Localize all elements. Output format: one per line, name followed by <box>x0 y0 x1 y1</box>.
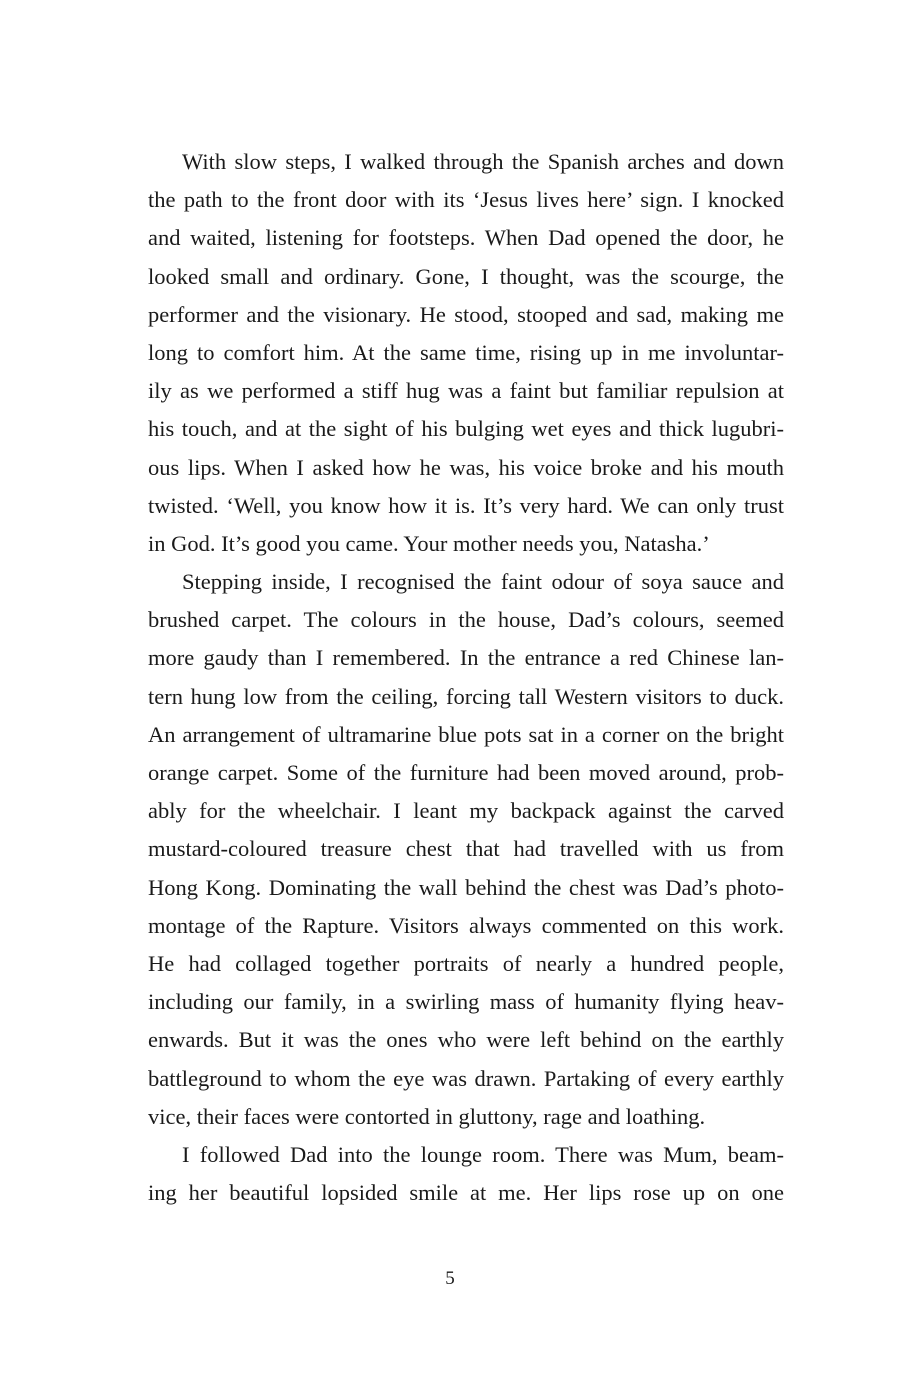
text-line: twisted. ‘Well, you know how it is. It’s very hard. We can only trust <box>148 492 784 518</box>
page-number: 5 <box>445 1268 455 1289</box>
text-line: including our family, in a swirling mass of humanity flying heav- <box>148 989 784 1015</box>
text-line: more gaudy than I remembered. In the entrance a red Chinese lan- <box>148 645 784 671</box>
text-line: An arrangement of ultramarine blue pots sat in a corner on the bright <box>148 721 784 747</box>
text-line: performer and the visionary. He stood, stooped and sad, making me <box>148 301 784 327</box>
paragraph-1 <box>148 143 784 563</box>
text-line: brushed carpet. The colours in the house, Dad’s colours, seemed <box>148 607 784 633</box>
text-line: looked small and ordinary. Gone, I thought, was the scourge, the <box>148 263 784 289</box>
text-line: vice, their faces were contorted in gluttony, rage and loathing. <box>148 1103 706 1129</box>
text-line: montage of the Rapture. Visitors always commented on this work. <box>148 912 784 938</box>
text-line: long to comfort him. At the same time, rising up in me involuntar- <box>148 339 784 365</box>
text-line: ing her beautiful lopsided smile at me. Her lips rose up on one <box>148 1180 784 1206</box>
paragraph-3 <box>148 1136 784 1212</box>
text-line: Stepping inside, I recognised the faint odour of soya sauce and <box>182 569 784 595</box>
text-line: in God. It’s good you came. Your mother needs you, Natasha.’ <box>148 530 710 556</box>
text-line: ily as we performed a stiff hug was a faint but familiar repulsion at <box>148 378 784 404</box>
text-line: the path to the front door with its ‘Jesus lives here’ sign. I knocked <box>148 187 784 213</box>
text-line: I followed Dad into the lounge room. There was Mum, beam- <box>182 1141 784 1167</box>
body-text <box>148 143 784 1212</box>
text-line: mustard-coloured treasure chest that had travelled with us from <box>148 836 784 862</box>
text-line: his touch, and at the sight of his bulging wet eyes and thick lugubri- <box>148 416 784 442</box>
paragraph-2 <box>148 563 784 1136</box>
text-line: ably for the wheelchair. I leant my backpack against the carved <box>148 798 784 824</box>
text-line: tern hung low from the ceiling, forcing tall Western visitors to duck. <box>148 683 784 709</box>
text-line: enwards. But it was the ones who were left behind on the earthly <box>148 1027 784 1053</box>
text-line: orange carpet. Some of the furniture had been moved around, prob- <box>148 760 784 785</box>
text-line: With slow steps, I walked through the Spanish arches and down <box>182 149 784 174</box>
text-line: and waited, listening for footsteps. When Dad opened the door, he <box>148 225 784 251</box>
text-line: battleground to whom the eye was drawn. Partaking of every earthly <box>148 1065 784 1091</box>
text-line: Hong Kong. Dominating the wall behind the chest was Dad’s photo- <box>148 874 784 900</box>
text-line: ous lips. When I asked how he was, his voice broke and his mouth <box>148 454 784 480</box>
text-line: He had collaged together portraits of nearly a hundred people, <box>148 950 784 976</box>
